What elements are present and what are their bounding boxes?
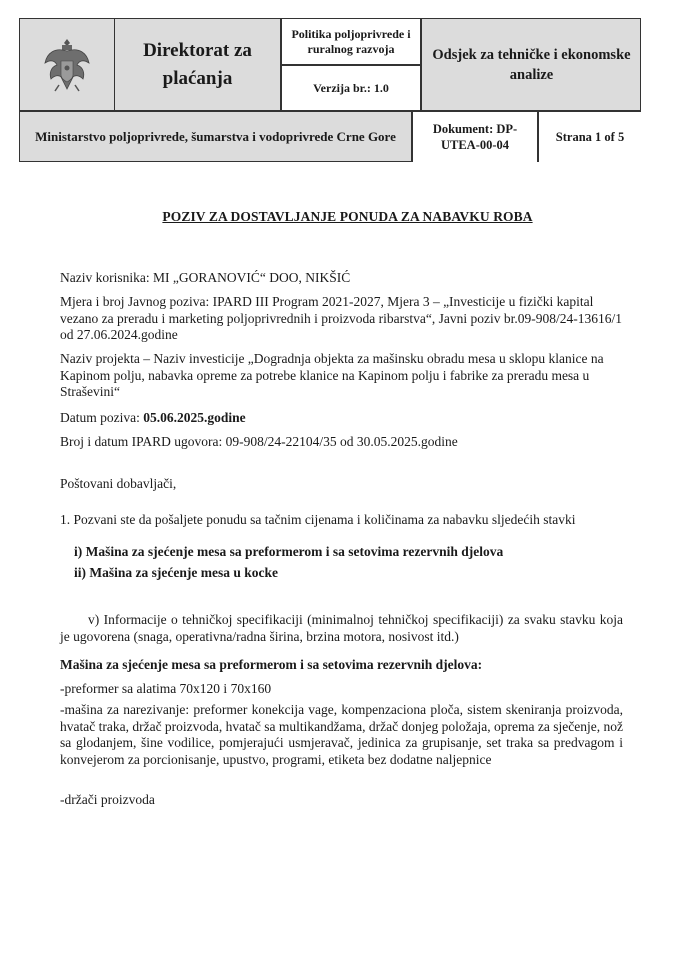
document-header-table [19,18,641,162]
public-call-paragraph: Mjera i broj Javnog poziva: IPARD III Program 2021-2027, Mjera 3 – „Investicije u fizički kapital vezano za preradu i marketing poljoprivrednih i proizvoda ribarstva“, Javni poziv br.09-908/24-13616/1 od 27.06.2024.godine [60,294,622,342]
project-name-paragraph: Naziv projekta – Naziv investicije „Dogradnja objekta za mašinsku obradu mesa u sklopu klanice na Kapinom polju, nabavka opreme za potrebe klanice na Kapinom polju i fabrike za preradu mesa u Straševini“ [60,351,604,399]
spec-product-holders: -držači proizvoda [60,792,155,807]
directorate-cell: Direktorat za plaćanja [115,19,281,111]
version-cell: Verzija br.: 1.0 [281,65,421,111]
department-cell: Odsjek za tehničke i ekonomske analize [421,19,641,111]
call-date-label: Datum poziva: [60,410,144,425]
call-date-line [60,410,620,427]
point-1: 1. Pozvani ste da pošaljete ponudu sa tačnim cijenama i količinama za nabavku sljedećih stavki [60,512,576,527]
item-ii: ii) Mašina za sjećenje mesa u kocke [74,565,278,580]
ministry-cell: Ministarstvo poljoprivrede, šumarstva i vodoprivrede Crne Gore [20,111,412,162]
item-i: i) Mašina za sjećenje mesa sa preformerom i sa setovima rezervnih djelova [74,544,504,559]
contract-line: Broj i datum IPARD ugovora: 09-908/24-22104/35 od 30.05.2025.godine [60,434,458,449]
greeting: Poštovani dobavljači, [60,476,177,491]
call-date-value: 05.06.2025.godine [143,410,246,425]
document-number-cell: Dokument: DP-UTEA-00-04 [412,111,538,162]
user-name-line: Naziv korisnika: MI „GORANOVIĆ“ DOO, NIKŠIĆ [60,270,351,285]
document-title: POZIV ZA DOSTAVLJANJE PONUDA ZA NABAVKU ROBA [162,209,533,224]
machine-heading: Mašina za sjećenje mesa sa preformerom i sa setovima rezervnih djelova: [60,657,483,672]
coat-of-arms-icon [41,35,93,95]
logo-cell [20,19,115,111]
page-number-cell: Strana 1 of 5 [538,111,641,162]
info-v-paragraph: v) Informacije o tehničkoj specifikaciji (minimalnoj tehničkoj specifikaciji) za svaku stavku koja je ugovorena (snaga, operativna/radna širina, brzina motora, nosivost itd.) [60,612,623,644]
policy-cell: Politika poljoprivrede i ruralnog razvoja [281,19,421,65]
spec-preformer: -preformer sa alatima 70x120 i 70x160 [60,681,272,696]
spec-slicing-machine: -mašina za narezivanje: preformer konekcija vage, kompenzaciona ploča, sistem skeniranja proizvoda, hvatač traka, držač proizvoda, hvatač sa multikandžama, držač donjeg položaja, oprema za sječenje, nož sa glodanjem, šine vodilice, pomjerajući usmjeravač, jedinica za grupisanje, set traka sa predvagom i konvejerom za porcionisanje, upustvo, programi, etiketa bez dodatne naljepnice [60,702,623,767]
